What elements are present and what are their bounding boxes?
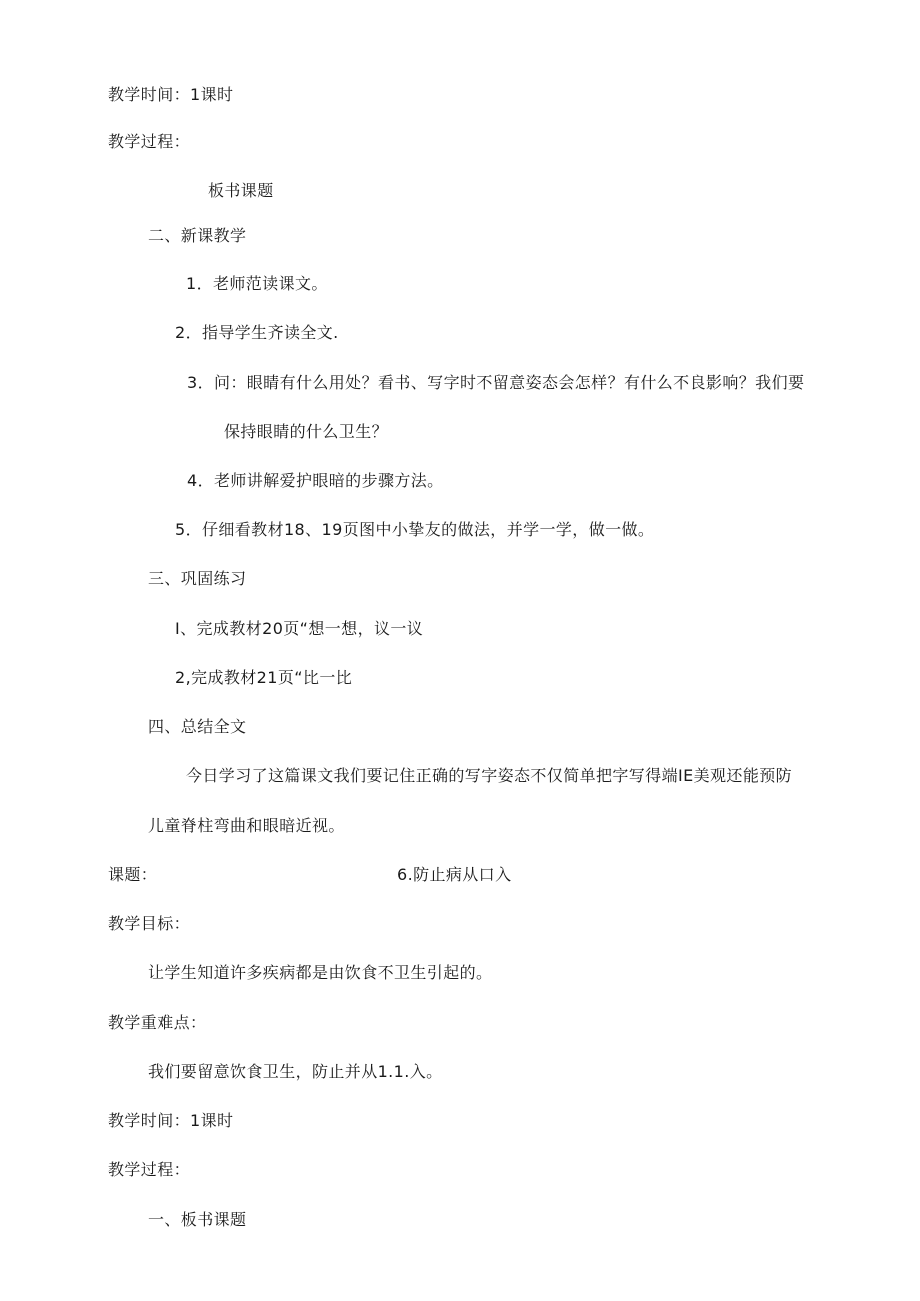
list-item: 2．指导学生齐读全文. [175, 323, 339, 342]
board-title-item: 板书课题 [208, 181, 274, 200]
section-heading: 三、巩固练习 [148, 569, 247, 588]
list-item: 5．仔细看教材18、19页图中小挚友的做法，并学一学，做一做。 [175, 520, 655, 539]
key-points-label: 教学重难点： [108, 1013, 207, 1032]
section-heading: 四、总结全文 [148, 717, 247, 736]
paragraph-line: 让学生知道许多疾病都是由饮食不卫生引起的。 [148, 963, 493, 982]
list-item: I、完成教材20页“想一想，议一议 [175, 619, 424, 638]
teaching-process-label: 教学过程： [108, 132, 191, 151]
list-item: 2,完成教材21页“比一比 [175, 668, 353, 687]
list-item: 3．问：眼睛有什么用处？看书、写字时不留意姿态会怎样？有什么不良影响？我们要 [187, 373, 805, 392]
list-item-continuation: 保持眼睛的什么卫生？ [224, 422, 389, 441]
list-item: 1．老师范读课文。 [186, 274, 328, 293]
teaching-time-label: 教学时间：1课时 [108, 1111, 234, 1130]
lesson-title: 6.防止病从口入 [397, 865, 512, 884]
teaching-time-label: 教学时间：1课时 [108, 85, 234, 104]
paragraph-line: 今日学习了这篇课文我们要记住正确的写字姿态不仅简单把字写得端IE美观还能预防 [186, 766, 793, 785]
paragraph-line: 儿童脊柱弯曲和眼暗近视。 [148, 816, 345, 835]
section-heading: 二、新课教学 [148, 226, 247, 245]
section-heading: 一、板书课题 [148, 1210, 247, 1229]
paragraph-line: 我们要留意饮食卫生，防止并从1.1.入。 [148, 1062, 443, 1081]
list-item: 4．老师讲解爱护眼暗的步骤方法。 [187, 471, 444, 490]
teaching-goals-label: 教学目标： [108, 914, 191, 933]
lesson-title-label: 课题： [108, 865, 158, 884]
teaching-process-label: 教学过程： [108, 1160, 191, 1179]
